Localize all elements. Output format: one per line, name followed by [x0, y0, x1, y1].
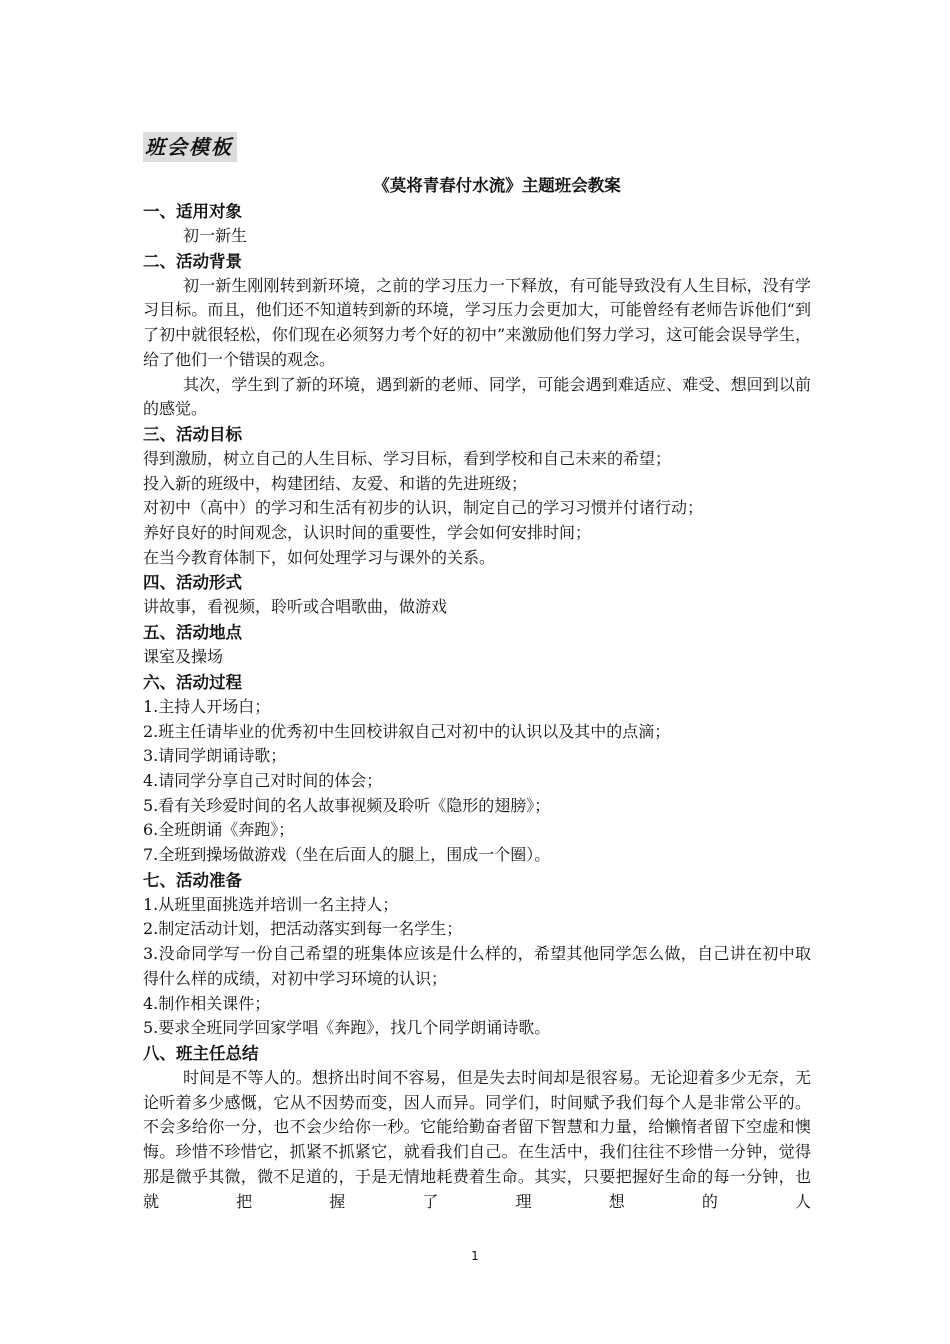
summary-paragraph: 时间是不等人的。想挤出时间不容易，但是失去时间却是很容易。无论迎着多少无奈，无论听着多少感慨，它从不因势而变，因人而异。同学们，时间赋予我们每个人是非常公平的。不会多给你一分，也不会少给你一秒。它能给勤奋者留下智慧和力量，给懒惰者留下空虚和懊悔。珍惜不珍惜它，抓紧不抓紧它，就看我们自己。在生活中，我们往往不珍惜一分钟，觉得那是微乎其微，微不足道的，于是无情地耗费着生命。其实，只要把握好生命的每一分钟，也就把握了理想的人 [143, 1067, 811, 1211]
section-heading: 三、活动目标 [143, 424, 242, 444]
body-paragraph: 初一新生 [183, 226, 248, 245]
section-heading: 一、适用对象 [143, 202, 242, 221]
prep-step: 5.要求全班同学回家学唱《奔跑》，找几个同学朗诵诗歌。 [143, 1018, 551, 1038]
process-step: 3.请同学朗诵诗歌； [143, 746, 287, 766]
section-heading: 四、活动形式 [143, 573, 242, 593]
goal-line: 对初中（高中）的学习和生活有初步的认识，制定自己的学习习惯并付诸行动； [143, 498, 704, 518]
process-step: 4.请同学分享自己对时间的体会； [143, 770, 383, 790]
process-step: 7.全班到操场做游戏（坐在后面人的腿上，围成一个圈）。 [143, 845, 551, 865]
prep-step: 3.没命同学写一份自己希望的班集体应该是什么样的，希望其他同学怎么做，自己讲在初中取得什么样的成绩，对初中学习环境的认识； [143, 944, 811, 988]
prep-step: 2.制定活动计划，把活动落实到每一名学生； [143, 919, 463, 939]
document-title: 《莫将青春付水流》主题班会教案 [373, 176, 621, 195]
process-step: 1.主持人开场白； [143, 696, 271, 716]
section-heading: 五、活动地点 [143, 623, 242, 643]
body-line: 讲故事，看视频，聆听或合唱歌曲，做游戏 [143, 597, 448, 617]
section-heading: 八、班主任总结 [143, 1043, 259, 1063]
body-paragraph: 其次，学生到了新的环境，遇到新的老师、同学，可能会遇到难适应、难受、想回到以前的感觉。 [143, 374, 811, 419]
prep-step: 4.制作相关课件； [143, 993, 271, 1013]
goal-line: 得到激励，树立自己的人生目标、学习目标，看到学校和自己未来的希望； [143, 448, 672, 468]
document-page [143, 132, 811, 1214]
page-number: 1 [471, 1249, 479, 1263]
goal-line: 在当今教育体制下，如何处理学习与课外的关系。 [143, 547, 496, 567]
section-heading: 七、活动准备 [143, 870, 242, 890]
section-heading: 二、活动背景 [143, 251, 242, 271]
process-step: 5.看有关珍爱时间的名人故事视频及聆听《隐形的翅膀》； [143, 795, 551, 815]
section-heading: 六、活动过程 [143, 672, 242, 692]
prep-step: 1.从班里面挑选并培训一名主持人； [143, 894, 399, 914]
process-step: 2.班主任请毕业的优秀初中生回校讲叙自己对初中的认识以及其中的点滴； [143, 721, 671, 741]
goal-line: 养好良好的时间观念，认识时间的重要性，学会如何安排时间； [143, 523, 592, 543]
body-paragraph: 初一新生刚刚转到新环境，之前的学习压力一下释放，有可能导致没有人生目标，没有学习目标。而且，他们还不知道转到新的环境，学习压力会更加大，可能曾经有老师告诉他们“到了初中就很轻松，你们现在必须努力考个好的初中”来激励他们努力学习，这可能会误导学生，给了他们一个错误的观念。 [143, 275, 811, 369]
template-tag: 班会模板 [143, 132, 237, 162]
goal-line: 投入新的班级中，构建团结、友爱、和谐的先进班级； [143, 473, 528, 493]
process-step: 6.全班朗诵《奔跑》； [143, 820, 295, 840]
body-line: 课室及操场 [143, 647, 224, 667]
